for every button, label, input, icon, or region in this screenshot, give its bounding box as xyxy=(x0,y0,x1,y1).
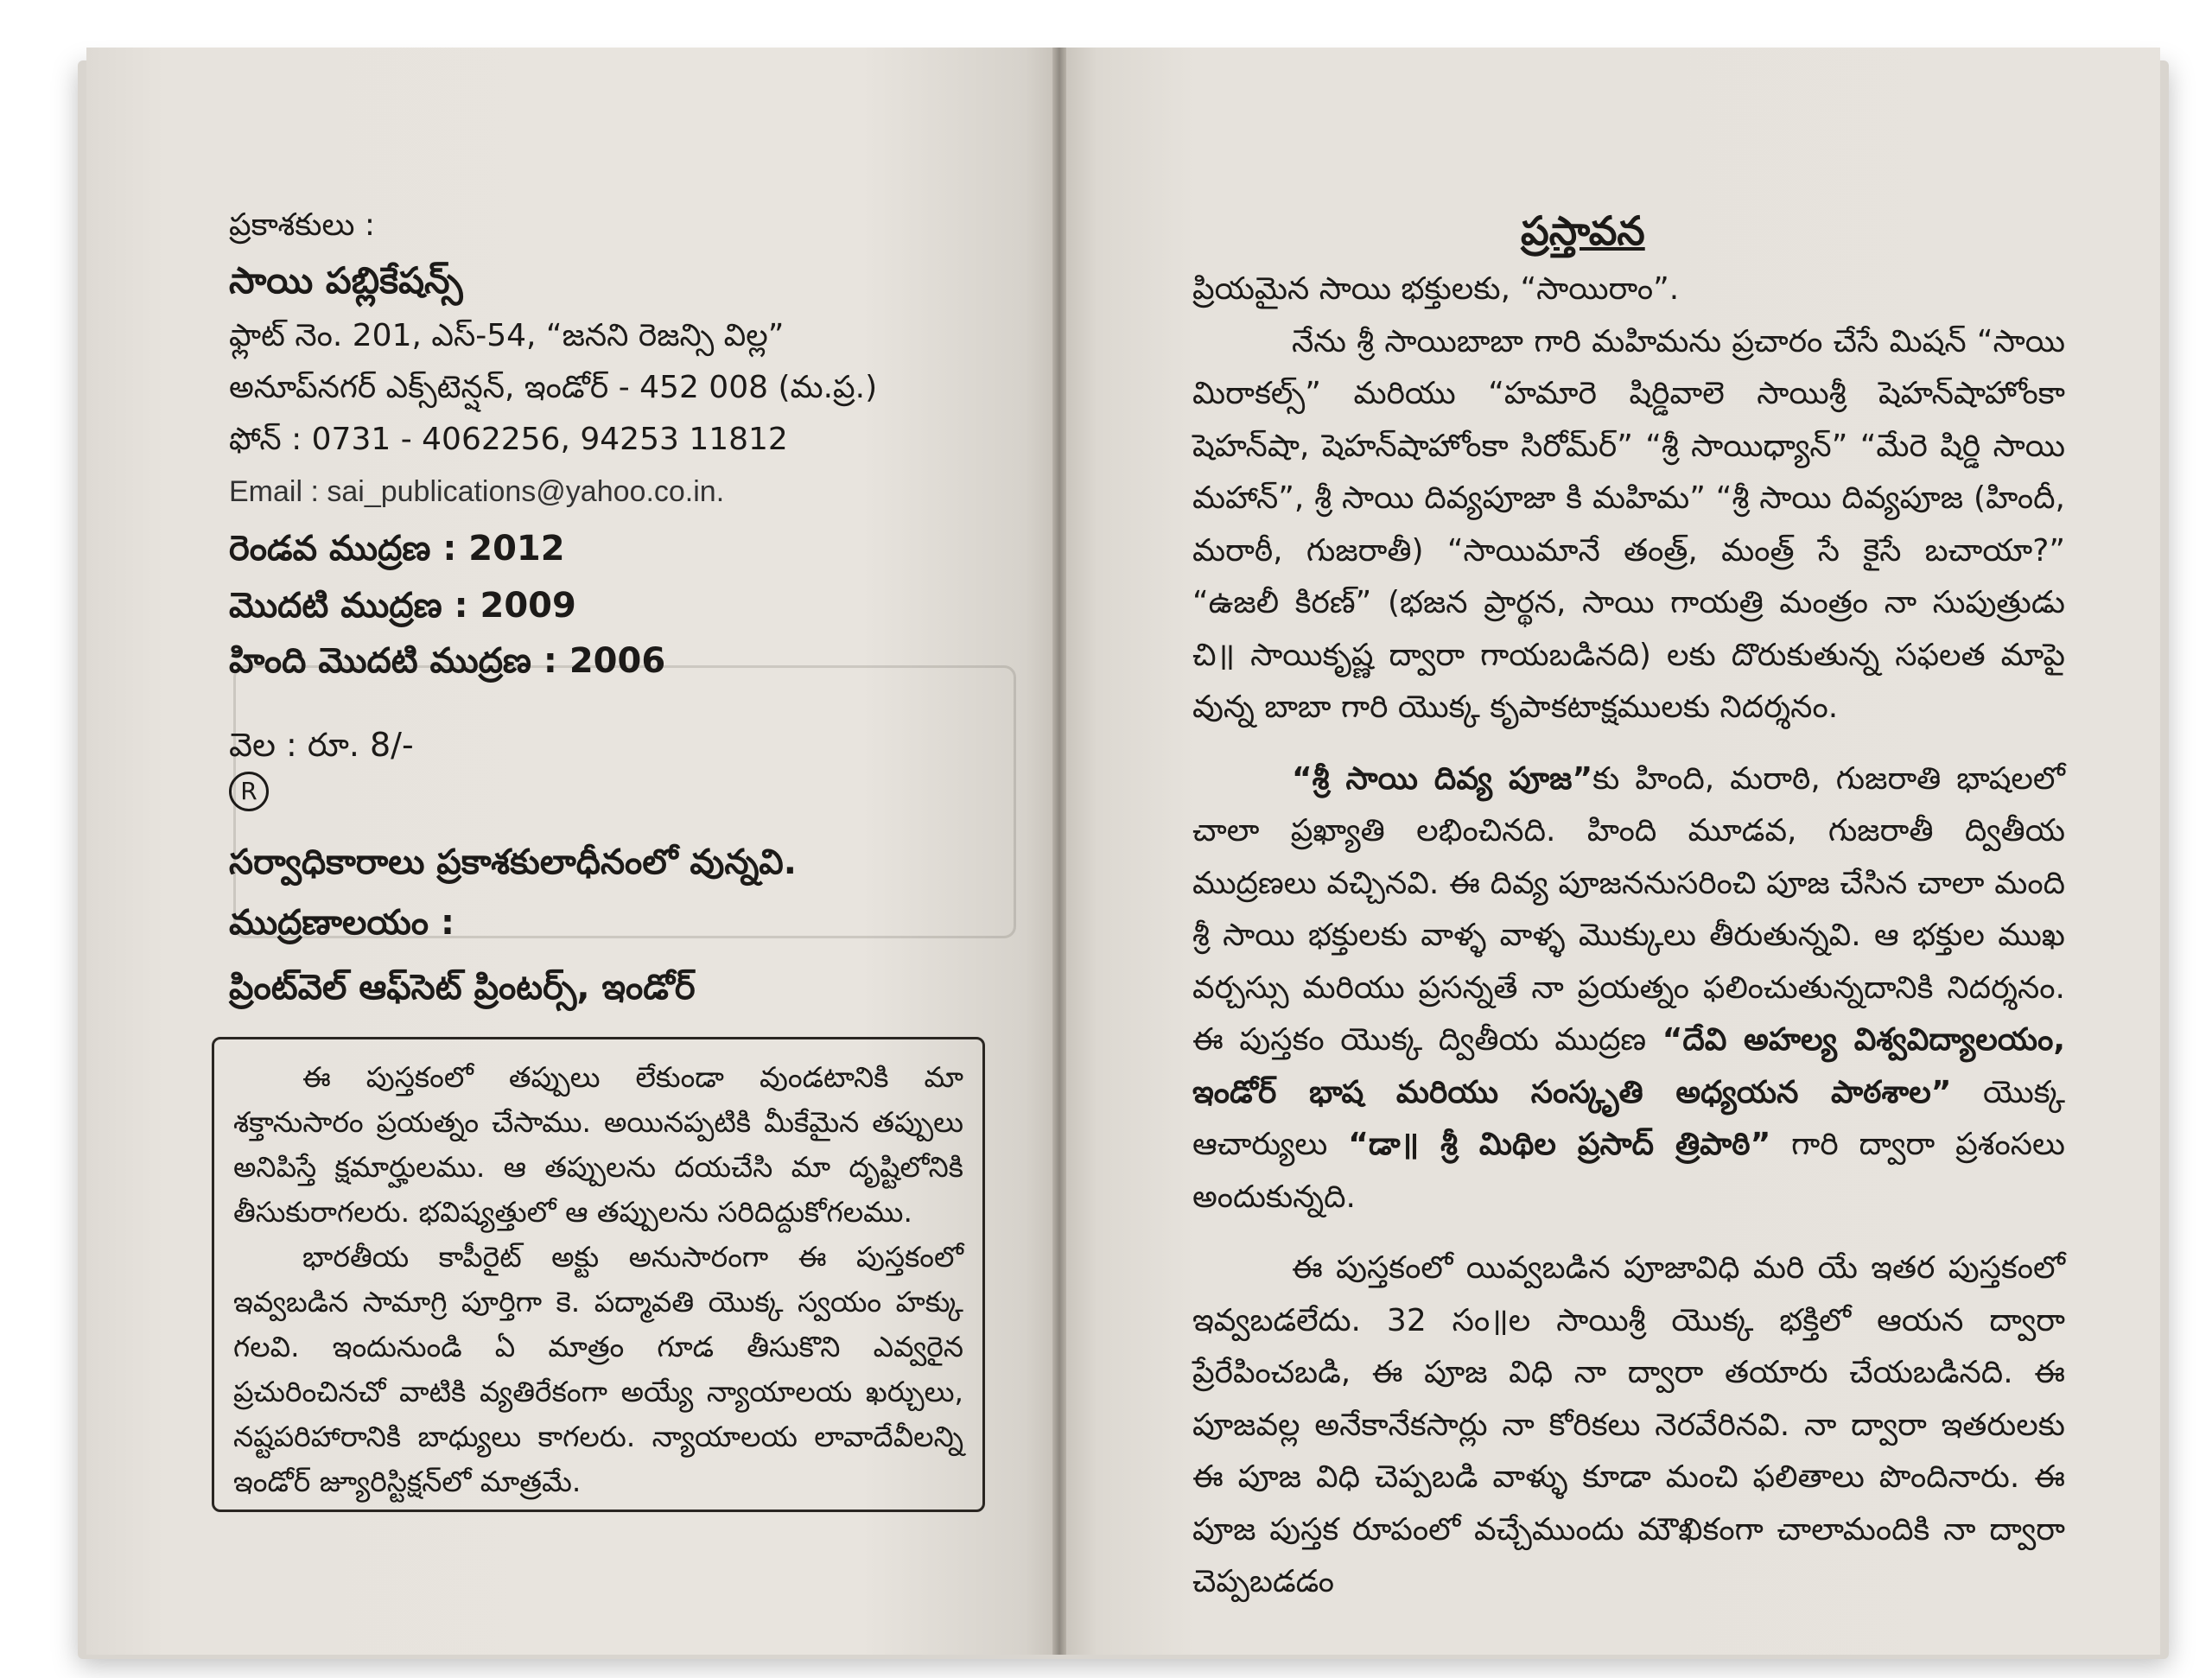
notice-paragraph-1 xyxy=(233,1055,963,1235)
publisher-name: సాయి పబ్లికేషన్స్ xyxy=(229,259,463,302)
professor-bold: “డా॥ శ్రీ మిథిల ప్రసాద్ త్రిపాఠి” xyxy=(1348,1127,1771,1162)
printer-name: ప్రింట్‌వెల్ ఆఫ్‌సెట్ ప్రింటర్స్, ఇండోర్ xyxy=(229,968,696,1007)
preface-text-2b: యొక్క ఆచార్యులు xyxy=(1192,1074,2065,1162)
notice-text-2: భారతీయ కాపీరైట్ అక్టు అనుసారంగా ఈ పుస్తకంలో ఇవ్వబడిన సామాగ్రి పూర్తిగా కె. పద్మావతి యొక్క స్వయం హక్కు గలవి. ఇందునుండి ఏ మాత్రం గూడ తీసుకొని ఎవ్వరైన ప్రచురించినచో వాటికి వ్యతిరేకంగా అయ్యే న్యాయాలయ ఖర్చులు, నష్టపరిహారానికి బాధ్యులు కాగలరు. న్యాయాలయ లావాదేవీలన్ని ఇండోర్ జ్యూరిస్టిక్షన్‌లో మాత్రమే. xyxy=(233,1240,963,1498)
address-line-1: ఫ్లాట్ నెం. 201, ఎస్-54, “జనని రెజన్సి విల్ల” xyxy=(229,318,785,353)
preface-text-3: ఈ పుస్తకంలో యివ్వబడిన పూజావిధి మరి యే ఇతర పుస్తకంలో ఇవ్వబడలేదు. 32 సం॥ల సాయిశ్రీ యొక్క భక్తిలో ఆయన ద్వారా ప్రేరేపించబడి, ఈ పూజ విధి నా ద్వారా తయారు చేయబడినది. ఈ పూజవల్ల అనేకానేకసార్లు నా కోరికలు నెరవేరినవి. నా ద్వారా ఇతరులకు ఈ పూజ విధి చెప్పబడి వాళ్ళు కూడా మంచి ఫలితాలు పొందినారు. ఈ పూజ పుస్తక రూపంలో వచ్చేముందు మౌఖికంగా చాలామందికి నా ద్వారా చెప్పబడడం xyxy=(1192,1250,2065,1599)
registered-symbol: R xyxy=(229,772,269,811)
preface-text-1: నేను శ్రీ సాయిబాబా గారి మహిమను ప్రచారం చేసే మిషన్ “సాయి మిరాకల్స్” మరియు “హమారె షిర్డివాలె సాయిశ్రీ షెహన్‌షాహోంకా షెహన్‌షా, షెహన్‌షాహోంకా సిరోమ్‌ర్” “శ్రీ సాయిధ్యాన్” “మేరె షిర్డి సాయి మహాన్”, శ్రీ సాయి దివ్యపూజా కి మహిమ” “శ్రీ సాయి దివ్యపూజ (హిందీ, మరాఠీ, గుజరాతీ) “సాయిమానే తంత్ర్, మంత్ర్ సే కైసే బచాయా?” “ఉజలీ కిరణ్” (భజన ప్రార్థన, సాయి గాయత్రి మంత్రం నా సుపుత్రుడు చి॥ సాయికృష్ణ ద్వారా గాయబడినది) లకు దొరుకుతున్న సఫలత మాపై వున్న బాబా గారి యొక్క కృపాకటాక్షములకు నిదర్శనం. xyxy=(1192,323,2066,725)
printer-label: ముద్రణాలయం : xyxy=(229,903,455,943)
book-name-bold: “శ్రీ సాయి దివ్య పూజ” xyxy=(1292,760,1593,797)
copyright-notice-box xyxy=(212,1037,985,1512)
price: వెల : రూ. 8/- xyxy=(229,726,414,764)
phone-line: ఫోన్ : 0731 - 4062256, 94253 11812 xyxy=(229,422,788,457)
preface-text-2a: కు హింది, మరాఠి, గుజరాతి భాషలలో చాలా ప్రఖ్యాతి లభించినది. హింది మూడవ, గుజరాతీ ద్వితీయ ముద్రణలు వచ్చినవి. ఈ దివ్య పూజననుసరించి పూజ చేసిన చాలా మంది శ్రీ సాయి భక్తులకు వాళ్ళ వాళ్ళ మొక్కులు తీరుతున్నవి. ఆ భక్తుల ముఖ వర్చస్సు మరియు ప్రసన్నతే నా ప్రయత్నం ఫలించుతున్నదానికి నిదర్శనం. ఈ పుస్తకం యొక్క ద్వితీయ ముద్రణ xyxy=(1192,760,2065,1058)
notice-text-1: ఈ పుస్తకంలో తప్పులు లేకుండా వుండటానికి మా శక్తానుసారం ప్రయత్నం చేసాము. అయినప్పటికి మీకేమైన తప్పులు అనిపిస్తే క్షమార్హులము. ఆ తప్పులను దయచేసి మా దృష్టిలోనికి తీసుకురాగలరు. భవిష్యత్తులో ఆ తప్పులను సరిదిద్దుకోగలము. xyxy=(233,1060,963,1229)
preface-paragraph-3 xyxy=(1192,1243,2065,1609)
preface-paragraph-2 xyxy=(1192,753,2065,1224)
preface-title: ప్రస్తావన xyxy=(1521,207,1645,254)
rights-statement: సర్వాధికారాలు ప్రకాశకులాధీనంలో వున్నవి. xyxy=(229,842,797,882)
hindi-first-edition: హింది మొదటి ముద్రణ : 2006 xyxy=(229,641,666,681)
greeting: ప్రియమైన సాయి భక్తులకు, “సాయిరాం”. xyxy=(1192,271,1680,307)
email-line: Email : sai_publications@yahoo.co.in. xyxy=(229,475,725,508)
first-edition: మొదటి ముద్రణ : 2009 xyxy=(229,586,576,626)
preface-paragraph-1 xyxy=(1192,316,2065,734)
publisher-label: ప్రకాశకులు : xyxy=(229,207,376,243)
second-edition: రెండవ ముద్రణ : 2012 xyxy=(229,529,565,569)
university-bold: “దేవి అహల్య విశ్వవిద్యాలయం, ఇండోర్ భాష మరియు సంస్కృతి అధ్యయన పాఠశాల” xyxy=(1192,1022,2065,1110)
notice-paragraph-2 xyxy=(233,1235,963,1504)
preface-body xyxy=(1192,264,2065,1609)
address-line-2: అనూప్‌నగర్ ఎక్స్‌టెన్షన్, ఇండోర్ - 452 008 (మ.ప్ర.) xyxy=(229,370,878,405)
preface-text-2c: గారి ద్వారా ప్రశంసలు అందుకున్నది. xyxy=(1192,1127,2066,1215)
